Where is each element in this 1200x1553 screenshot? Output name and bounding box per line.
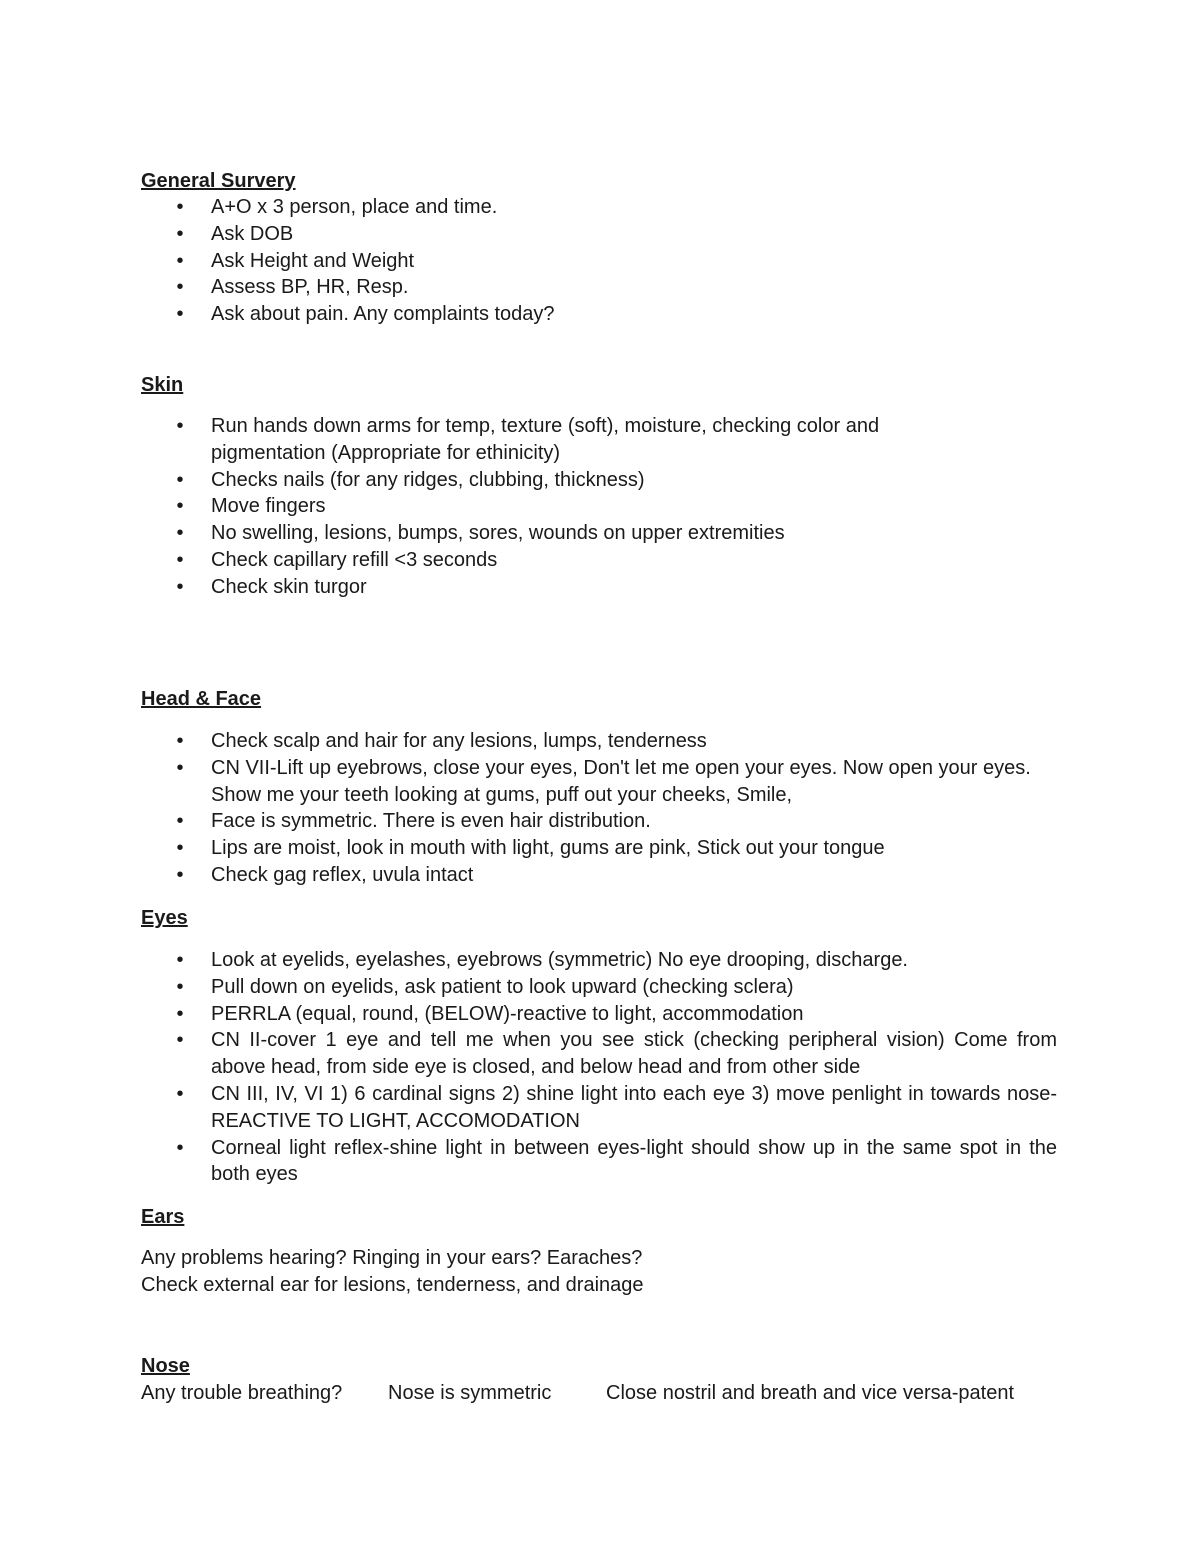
list-item: • PERRLA (equal, round, (BELOW)-reactive to light, accommodation xyxy=(0,1001,1057,1028)
bullet-icon: • xyxy=(176,863,184,886)
section-heading-skin: Skin xyxy=(141,374,184,396)
list-item: • Corneal light reflex-shine light in between eyes-light should show up in the same spot in the both eyes xyxy=(0,1135,1057,1189)
list-item: • Look at eyelids, eyelashes, eyebrows (symmetric) No eye drooping, discharge. xyxy=(0,947,1057,974)
nose-item: Close nostril and breath and vice versa-patent xyxy=(606,1382,1015,1404)
list-item: • Move fingers xyxy=(0,493,1057,520)
list-item: • Check gag reflex, uvula intact xyxy=(0,862,1057,889)
bullet-icon: • xyxy=(176,975,184,998)
list-item: • Check scalp and hair for any lesions, lumps, tenderness xyxy=(0,728,1057,755)
bullet-icon: • xyxy=(176,415,184,437)
eyes-list xyxy=(0,947,1200,1188)
section-heading-nose: Nose xyxy=(141,1355,190,1377)
list-item: • No swelling, lesions, bumps, sores, wounds on upper extremities xyxy=(0,520,1057,547)
list-item: • Checks nails (for any ridges, clubbing, thickness) xyxy=(0,467,1057,494)
bullet-icon: • xyxy=(176,548,184,571)
bullet-icon: • xyxy=(176,249,184,272)
bullet-icon: • xyxy=(176,575,184,598)
bullet-icon: • xyxy=(176,949,184,971)
section-heading-ears: Ears xyxy=(141,1206,185,1228)
list-item: • Ask about pain. Any complaints today? xyxy=(0,301,1057,328)
list-item: • Lips are moist, look in mouth with light, gums are pink, Stick out your tongue xyxy=(0,835,1057,862)
bullet-icon: • xyxy=(176,1029,184,1052)
general-survey-list xyxy=(0,194,1200,328)
list-item: • Check skin turgor xyxy=(0,574,1057,601)
bullet-icon: • xyxy=(176,756,184,779)
list-item: • Check capillary refill <3 seconds xyxy=(0,547,1057,574)
nose-item: Nose is symmetric xyxy=(388,1382,552,1404)
bullet-icon: • xyxy=(176,468,184,491)
bullet-icon: • xyxy=(176,837,184,860)
bullet-icon: • xyxy=(176,1136,184,1159)
bullet-icon: • xyxy=(176,522,184,545)
nose-item: Any trouble breathing? xyxy=(141,1382,343,1404)
bullet-icon: • xyxy=(176,1082,184,1105)
bullet-icon: • xyxy=(176,495,184,518)
list-item: • CN II-cover 1 eye and tell me when you see stick (checking peripheral vision) Come from above head, from side eye is closed, and below head and from other side xyxy=(0,1027,1057,1081)
head-face-list xyxy=(0,728,1200,889)
bullet-icon: • xyxy=(176,276,184,299)
skin-list xyxy=(0,413,1200,601)
section-heading-eyes: Eyes xyxy=(141,907,188,929)
ears-line: Check external ear for lesions, tenderness, and drainage xyxy=(141,1274,644,1296)
bullet-icon: • xyxy=(176,1002,184,1025)
bullet-icon: • xyxy=(176,730,184,752)
list-item: • CN VII-Lift up eyebrows, close your eyes, Don't let me open your eyes. Now open your eyes. Show me your teeth looking at gums, puff out your cheeks, Smile, xyxy=(0,755,1057,809)
list-item: • A+O x 3 person, place and time. xyxy=(0,194,1057,221)
ears-line: Any problems hearing? Ringing in your ears? Earaches? xyxy=(141,1247,643,1269)
list-item: • Assess BP, HR, Resp. xyxy=(0,274,1057,301)
list-item: • CN III, IV, VI 1) 6 cardinal signs 2) shine light into each eye 3) move penlight in towards nose- REACTIVE TO LIGHT, ACCOMODATION xyxy=(0,1081,1057,1135)
bullet-icon: • xyxy=(176,810,184,833)
list-item: • Ask DOB xyxy=(0,221,1057,248)
list-item: • Face is symmetric. There is even hair distribution. xyxy=(0,808,1057,835)
bullet-icon: • xyxy=(176,196,184,218)
list-item: • Ask Height and Weight xyxy=(0,248,1057,275)
bullet-icon: • xyxy=(176,303,184,326)
bullet-icon: • xyxy=(176,222,184,245)
list-item: • Run hands down arms for temp, texture (soft), moisture, checking color and pigmentation (Appropriate for ethinicity) xyxy=(0,413,1057,467)
section-heading-head-face: Head & Face xyxy=(141,688,262,710)
section-heading-general-survey: General Survery xyxy=(141,170,296,192)
list-item: • Pull down on eyelids, ask patient to look upward (checking sclera) xyxy=(0,974,1057,1001)
